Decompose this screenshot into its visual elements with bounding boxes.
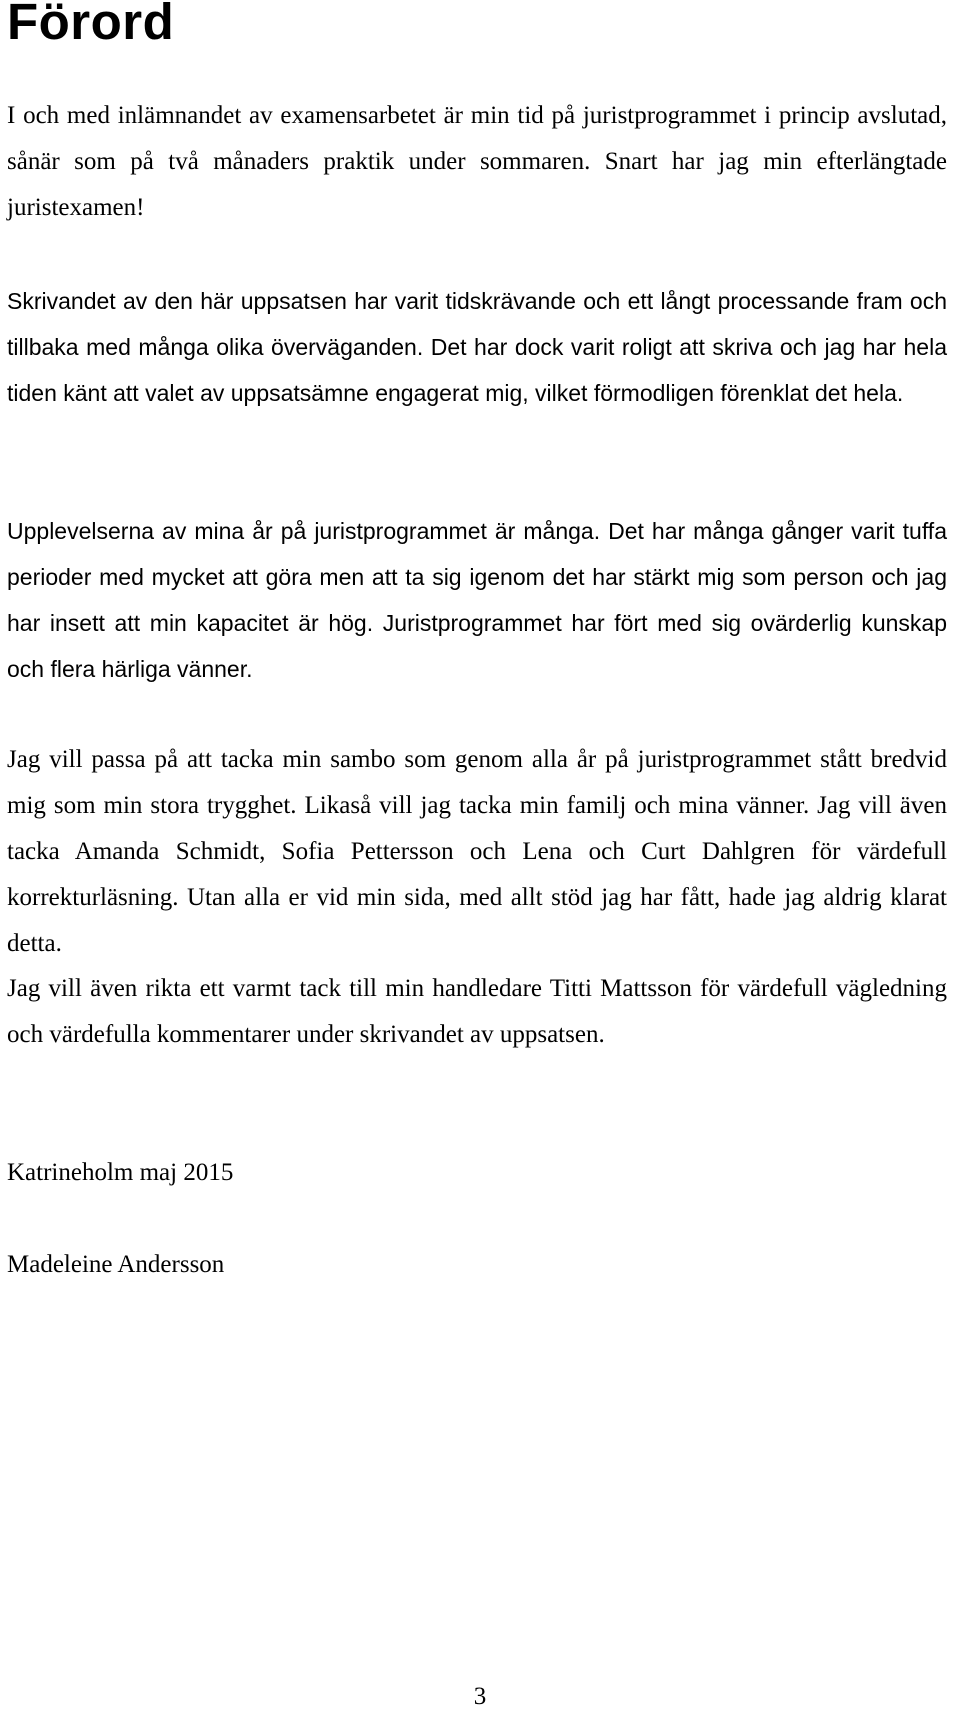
page-number: 3 <box>473 1683 487 1710</box>
author-name: Madeleine Andersson <box>7 1251 225 1278</box>
paragraph-experiences: Upplevelserna av mina år på juristprogrammet är många. Det har många gånger varit tuffa perioder med mycket att göra men att ta sig igenom det har stärkt mig som person och jag har insett att min kapacitet är hög. Juristprogrammet har fört med sig ovärderlig kunskap och flera härliga vänner. <box>7 518 947 682</box>
paragraph-writing: Skrivandet av den här uppsatsen har varit tidskrävande och ett långt processande fram och tillbaka med många olika överväganden. Det har dock varit roligt att skriva och jag har hela tiden känt att valet av uppsatsämne engagerat mig, vilket förmodligen förenklat det hela. <box>7 288 947 406</box>
place-and-date: Katrineholm maj 2015 <box>7 1159 234 1186</box>
paragraph-supervisor: Jag vill även rikta ett varmt tack till min handledare Titti Mattsson för värdefull vägledning och värdefulla kommentarer under skrivandet av uppsatsen. <box>7 975 947 1048</box>
page-title: Förord <box>7 0 175 50</box>
paragraph-thanks: Jag vill passa på att tacka min sambo som genom alla år på juristprogrammet stått bredvid mig som min stora trygghet. Likaså vill jag tacka min familj och mina vänner. Jag vill även tacka Amanda Schmidt, Sofia Pettersson och Lena och Curt Dahlgren för värdefull korrekturläsning. Utan alla er vid min sida, med allt stöd jag har fått, hade jag aldrig klarat detta. <box>7 746 947 957</box>
paragraph-intro: I och med inlämnandet av examensarbetet är min tid på juristprogrammet i princip avslutad, sånär som på två månaders praktik under sommaren. Snart har jag min efterlängtade juristexamen! <box>7 102 947 221</box>
